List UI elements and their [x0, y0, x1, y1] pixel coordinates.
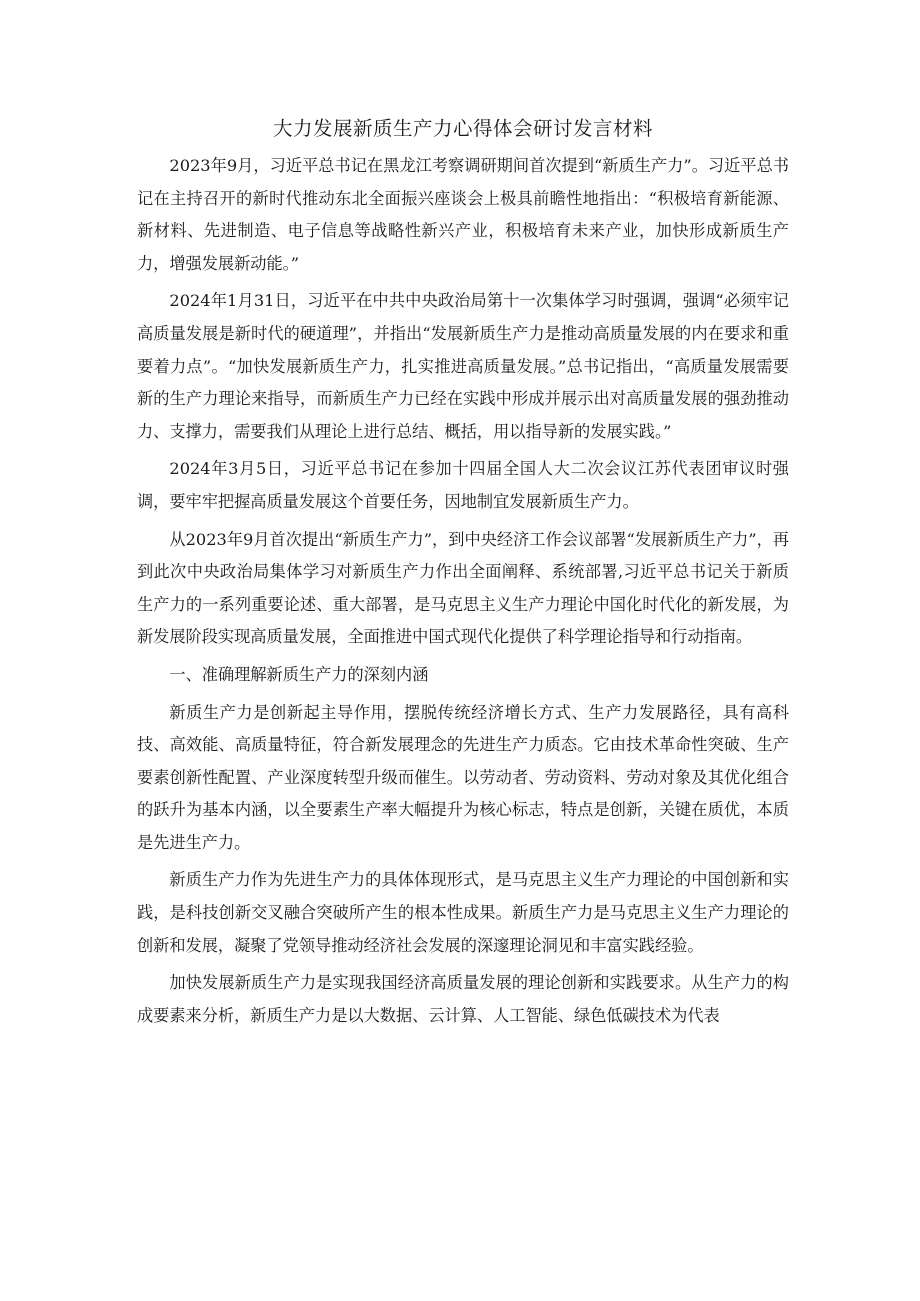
paragraph: 2024年3月5日，习近平总书记在参加十四届全国人大二次会议江苏代表团审议时强调，要牢牢把握高质量发展这个首要任务，因地制宜发展新质生产力。	[137, 459, 789, 511]
document-body	[137, 112, 789, 1037]
paragraph: 2024年1月31日，习近平在中共中央政治局第十一次集体学习时强调，强调“必须牢记高质量发展是新时代的硬道理”，并指出“发展新质生产力是推动高质量发展的内在要求和重要着力点”。“加快发展新质生产力，扎实推进高质量发展。”总书记指出，“高质量发展需要新的生产力理论来指导，而新质生产力已经在实践中形成并展示出对高质量发展的强劲推动力、支撑力，需要我们从理论上进行总结、概括，用以指导新的发展实践。”	[137, 291, 789, 441]
paragraph: 从2023年9月首次提出“新质生产力”，到中央经济工作会议部署“发展新质生产力”，再到此次中央政治局集体学习对新质生产力作出全面阐释、系统部署,习近平总书记关于新质生产力的一系列重要论述、重大部署，是马克思主义生产力理论中国化时代化的新发展，为新发展阶段实现高质量发展，全面推进中国式现代化提供了科学理论指导和行动指南。	[137, 529, 789, 647]
paragraph: 新质生产力作为先进生产力的具体体现形式，是马克思主义生产力理论的中国创新和实践，是科技创新交叉融合突破所产生的根本性成果。新质生产力是马克思主义生产力理论的创新和发展，凝聚了党领导推动经济社会发展的深邃理论洞见和丰富实践经验。	[137, 870, 789, 955]
document-title: 大力发展新质生产力心得体会研讨发言材料	[272, 117, 653, 140]
section-heading: 一、准确理解新质生产力的深刻内涵	[169, 664, 429, 684]
paragraph: 加快发展新质生产力是实现我国经济高质量发展的理论创新和实践要求。从生产力的构成要素来分析，新质生产力是以大数据、云计算、人工智能、绿色低碳技术为代表	[137, 973, 789, 1025]
paragraph: 新质生产力是创新起主导作用，摆脱传统经济增长方式、生产力发展路径，具有高科技、高效能、高质量特征，符合新发展理念的先进生产力质态。它由技术革命性突破、生产要素创新性配置、产业深度转型升级而催生。以劳动者、劳动资料、劳动对象及其优化组合的跃升为基本内涵，以全要素生产率大幅提升为核心标志，特点是创新，关键在质优，本质是先进生产力。	[137, 702, 789, 852]
paragraph: 2023年9月，习近平总书记在黑龙江考察调研期间首次提到“新质生产力”。习近平总书记在主持召开的新时代推动东北全面振兴座谈会上极具前瞻性地指出：“积极培育新能源、新材料、先进制造、电子信息等战略性新兴产业，积极培育未来产业，加快形成新质生产力，增强发展新动能。”	[137, 156, 789, 273]
